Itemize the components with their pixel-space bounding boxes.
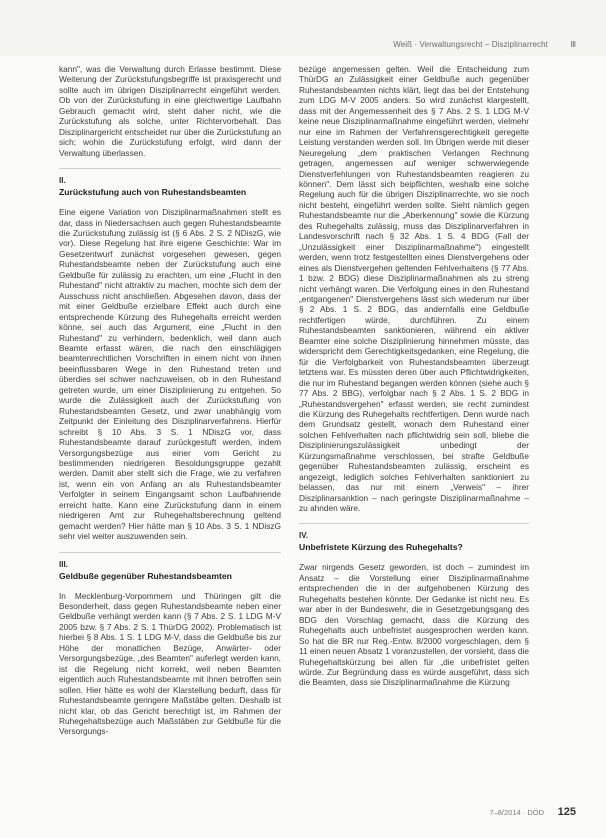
section-4-title: Unbefristete Kürzung des Ruhegehalts?	[299, 542, 463, 553]
section-3-number: III.	[59, 559, 68, 569]
section-4-paragraph: Zwar nirgends Gesetz geworden, ist doch – zumindest im Ansatz – die Vorstellung einer Disziplinarmaßnahme entsprechenden die in der aufgehobenen Kürzung des Ruhegehalts bestehen könnte. Der Gedanke ist nicht neu. Es war aber in der Bundeswehr, die in Gesetzgebungsgang des BDG den Vorschlag gemacht, dass die Kürzung des Ruhegehalts auch unbefristet ausgesprochen werden kann. So hat die BR nur Reg.-Entw. 8/2000 vorgeschlagen, dem § 11 einen neuen Absatz 1 voranzustellen, der vorsieht, dass die Ruhegehaltskürzung bei allen für „die unbefristet gelten würde. Zur Begründung dass es würde ausgeführt, dass sich die Beamten, dass sie Disziplinarmaßnahme die Kürzung	[299, 562, 530, 688]
section-2-title: Zurückstufung auch von Ruhestandsbeamten	[59, 187, 247, 198]
section-4-heading	[299, 523, 529, 552]
section-4-number: IV.	[299, 531, 309, 541]
section-3-paragraph: In Mecklenburg-Vorpommern und Thüringen gilt die Besonderheit, dass gegen Ruhestandsbeamte neben einer Geldbuße verhängt werden kann (§ 7 Abs. 2 S. 1 LDG M-V 2005 bzw. § 7 Abs. 2 S. 1 ThürDG 2002). Problematisch ist hierbei § 8 Abs. 1 S. 1 LDG M-V, dass die Geldbuße bis zur Höhe der monatlichen Bezüge, Anwärter- oder Versorgungsbezüge, „des Beamten" auferlegt werden kann, ist die Regelung nicht korrekt, weil neben Beamten eigentlich auch Ruhestandsbeamte mit ihnen betroffen sein sollen. Hier hätte es wohl der Klarstellung bedurft, dass für Ruhestandsbeamte geringere Maßstäbe gelten. Deshalb ist nicht klar, ob das Gericht berechtigt ist, im Rahmen der Ruhegehaltsbezüge auch Maßstäben zur Geldbuße für die Versorgungs-	[59, 590, 281, 737]
running-header	[0, 0, 606, 56]
page-footer	[0, 806, 606, 838]
right-intro-paragraph: bezüge angemessen gelten. Weil die Entscheidung zum ThürDG an Zulässigkeit einer Geldbuße auch gegenüber Ruhestandsbeamten nichts klärt, liegt das bei der Entstehung zum LDG M-V 2005 anders. So wird zunächst klargestellt, dass mit der Angemessenheit des § 7 Abs. 2 S. 1 LDG M-V keine neue Disziplinarmaßnahme eingeführt werden, vielmehr nur eine im Rahmen der Verfahrensgerechtigkeit geregelte Leistung verstanden werden soll. Im Übrigen werde mit dieser Neuregelung „dem praktischen Verlangen Rechnung getragen, angemessen auf weniger schwerwiegende Dienstverfehlungen von Ruhestandsbeamten reagieren zu können". Dem lässt sich beipflichten, weshalb eine solche Regelung auch für die übrigen Disziplinarrechte, wo sie noch nicht besteht, eingeführt werden sollte. Sieht nämlich gegen Ruhestandsbeamte nur die „Aberkennung" sowie die Kürzung des Ruhegehalts zulässig, muss das Disziplinarverfahren in Landesvorschrift nach § 32 Abs. 1 S. 4 BDG (Fall der „Unzulässigkeit einer Disziplinarmaßnahme") eingestellt werden, wenn trotz festgestellten eines Dienstvergehens oder eines als Dienstvergehen geltenden Fehlverhaltens (§ 77 Abs. 1 bzw. 2 BDG) diese Disziplinarmaßnahmen als zu streng nicht verhängt waren. Die Verfolgung eines in den Ruhestand „entgangenen" Dienstvergehens lässt sich wiederum nur über § 2 Abs. 1 S. 2 BDG, das andernfalls eine Geldbuße rechtfertigen würde, durchführen. Zu einem Ruhestandsbeamten sanktionieren, während ein aktiver Beamter eine solche Disziplinierung hinnehmen müsste, das widerspricht dem Gerechtigkeitsgedanken, eine Regelung, die für die Verfolgbarkeit von Ruhestandsbeamten überzeugt letztens war. Es müssten deren über auch Pflichtwidrigkeiten, die nur im Ruhestand begangen werden können (siehe auch § 77 Abs. 2 BBG), verfolgbar nach § 2 Abs. 1 S. 2 BDG in „Ruhestandsvergehen" erfasst werden, sie recht zumindest die Kürzung des Ruhegehalts rechtfertigen. Denn wurde nach dem Grundsatz gestellt, wonach dem Ruhestand einer solchen Fehlverhalten nach pflichtwidrig sein soll, bliebe die Disziplinierungszulässigkeit unbedingt der Kürzungsmaßnahme verschlossen, bei strafte Geldbuße gegenüber Ruhestandsbeamten zulässig, erscheint es angezeigt, lediglich solches Fehlverhalten sanktioniert zu belassen, das nur mit einem „Verweis" – ihrer Disziplinarsanktion – nach geringste Disziplinarmaßnahme – zu ahnden wäre.	[299, 64, 529, 514]
section-2-number: II.	[59, 176, 66, 186]
section-3-title: Geldbuße gegenüber Ruhestandsbeamten	[59, 570, 232, 581]
section-3-heading	[59, 552, 281, 581]
page-number: 125	[557, 806, 576, 818]
right-column	[299, 64, 529, 692]
footer-issue: 7–8/2014 · DÖD	[489, 808, 544, 817]
section-2-paragraph: Eine eigene Variation von Disziplinarmaßnahmen stellt es dar, dass in Niedersachsen auch gegen Ruhestandsbeamte die Zurückstufung zulässig ist (§ 6 Abs. 2 S. 2 NDiszG, wie vor). Diese Regelung hat ihre eigene Geschichte: War im Gesetzentwurf zunächst vorgesehen gewesen, gegen Ruhestandsbeamte neben der Zurückstufung auch eine Geldbuße für zulässig zu erachten, um eine „Flucht in den Ruhestand" nicht attraktiv zu machen, mochte sich dem der Ausschuss nicht anschließen. Abgesehen davon, dass der mit einer Geldbuße erzielbare Effekt auch durch eine entsprechende Kürzung des Ruhegehalts erreicht werden könne, sei auch das Argument, eine „Flucht in den Ruhestand" zu verhindern, bedenklich, weil dann auch Beamte erfasst wären, die nach den einschlägigen beamtenrechtlichen Vorschriften in einem nicht von ihnen beeinflussbaren Wege in den Ruhestand treten und überdies sei schwer nachzuweisen, ob in den Ruhestand getreten wurde, um einer Disziplinierung zu entgehen. So wurde die Zulässigkeit auch der Zurückstufung von Ruhestandsbeamten Gesetz, und zwar unabhängig vom Zeitpunkt der Einleitung des Disziplinarverfahrens. Hierfür schreibt § 10 Abs. 3 S. 1 NDiszG vor, dass Ruhestandsbeamte darauf zurückgestuft werden, indem Versorgungsbezüge aus einer vom Gericht zu bestimmenden niedrigeren Besoldungsgruppe gezahlt werden. Damit aber stellt sich die Frage, wie zu verfahren ist, wenn ein von Anfang an als Ruhestandsbeamter Verfolgter in seinem Eingangsamt schon Laufbahnende erreicht hatte. Kann eine Zurückstufung dann in einem niedrigeren Amt zur Ruhegehaltsberechnung geltend gemacht werden? Hier hätte man § 10 Abs. 3 S. 1 NDiszG sehr viel weiter auszuwenden sein.	[59, 207, 281, 542]
left-intro-paragraph: kann", was die Verwaltung durch Erlasse bestimmt. Diese Weiterung der Zurückstufungsbegriffe ist praxisgerecht und sollte auch im übrigen Disziplinarrecht eingeführt werden. Ob von der Zurückstufung in eine gleichwertige Laufbahn Gebrauch gemacht wird, steht daher nicht, wie die Zurückstufung als solche, unter Richtervorbehalt. Das Disziplinargericht entscheidet nur über die Zurückstufung an sich; wohin die Zurückstufung erfolgt, wird dann der Verwaltung überlassen.	[59, 64, 281, 158]
running-title: Weiß · Verwaltungsrecht – Disziplinarrecht	[393, 40, 548, 49]
left-column	[59, 64, 281, 741]
page-marker: Ⅲ	[570, 40, 576, 49]
section-2-heading	[59, 168, 281, 197]
